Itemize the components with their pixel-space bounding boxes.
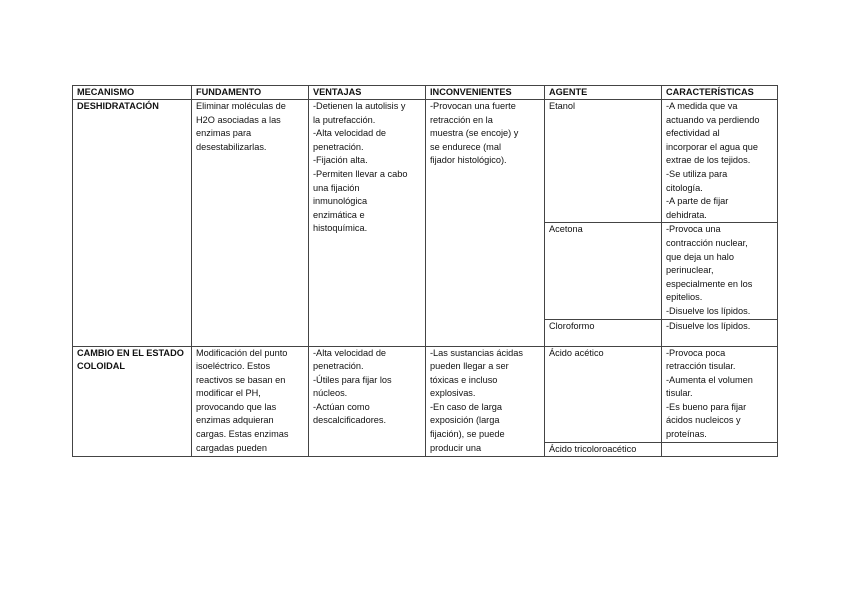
agente-cell: Etanol — [545, 100, 662, 223]
caracteristicas-cell — [662, 442, 778, 457]
table-row — [73, 346, 778, 442]
caracteristicas-cell: -Disuelve los lípidos. — [662, 319, 778, 346]
fundamento-cell: Eliminar moléculas de H2O asociadas a las enzimas para desestabilizarlas. — [192, 100, 309, 347]
caracteristicas-cell: -A medida que va actuando va perdiendo efectividad al incorporar el agua que extrae de los tejidos. -Se utiliza para citología. -A parte de fijar dehidrata. — [662, 100, 778, 223]
fixation-mechanisms-table — [72, 85, 778, 457]
fundamento-cell: Modificación del punto isoeléctrico. Estos reactivos se basan en modificar el PH, provocando que las enzimas adquieran cargas. Estas enzimas cargadas pueden — [192, 346, 309, 457]
caracteristicas-cell: -Provoca una contracción nuclear, que deja un halo perinuclear, especialmente en los epitelios. -Disuelve los lípidos. — [662, 223, 778, 319]
agente-cell: Acetona — [545, 223, 662, 319]
header-ventajas: VENTAJAS — [309, 86, 426, 100]
inconvenientes-cell: -Provocan una fuerte retracción en la muestra (se encoje) y se endurece (mal fijador histológico). — [426, 100, 545, 347]
inconvenientes-cell: -Las sustancias ácidas pueden llegar a ser tóxicas e incluso explosivas. -En caso de larga exposición (larga fijación), se puede producir una — [426, 346, 545, 457]
header-mecanismo: MECANISMO — [73, 86, 192, 100]
ventajas-cell: -Alta velocidad de penetración. -Útiles para fijar los núcleos. -Actúan como descalcificadores. — [309, 346, 426, 457]
agente-cell: Cloroformo — [545, 319, 662, 346]
caracteristicas-cell: -Provoca poca retracción tisular. -Aumenta el volumen tisular. -Es bueno para fijar ácidos nucleicos y proteínas. — [662, 346, 778, 442]
header-caracteristicas: CARACTERÍSTICAS — [662, 86, 778, 100]
header-inconvenientes: INCONVENIENTES — [426, 86, 545, 100]
table-header-row — [73, 86, 778, 100]
agente-cell: Ácido tricoloroacético — [545, 442, 662, 457]
ventajas-cell: -Detienen la autolisis y la putrefacción. -Alta velocidad de penetración. -Fijación alta. -Permiten llevar a cabo una fijación inmunológica enzimática e histoquímica. — [309, 100, 426, 347]
mecanismo-cell: CAMBIO EN EL ESTADO COLOIDAL — [73, 346, 192, 457]
header-fundamento: FUNDAMENTO — [192, 86, 309, 100]
header-agente: AGENTE — [545, 86, 662, 100]
mecanismo-cell: DESHIDRATACIÓN — [73, 100, 192, 347]
agente-cell: Ácido acético — [545, 346, 662, 442]
table-row — [73, 100, 778, 223]
